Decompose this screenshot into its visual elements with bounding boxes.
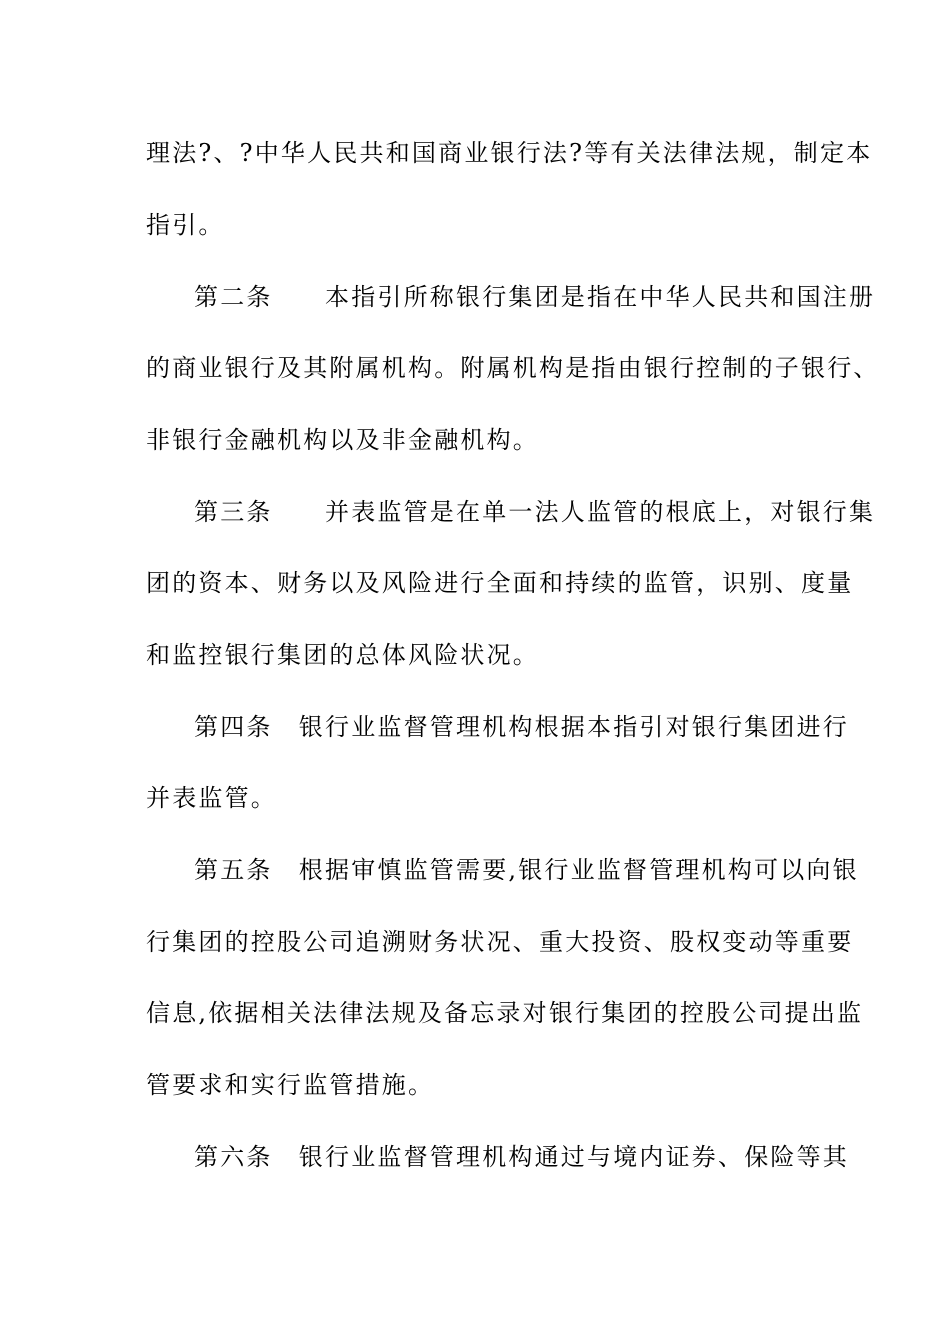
text-line: 理法?、?中华人民共和国商业银行法?等有关法律法规，制定本 [146, 139, 873, 167]
text-line: 指引。 [146, 211, 225, 239]
text-line: 管要求和实行监管措施。 [146, 1071, 435, 1099]
article-2-heading-line: 第二条 本指引所称银行集团是指在中华人民共和国注册 [194, 283, 876, 311]
text-line: 和监控银行集团的总体风险状况。 [146, 641, 539, 669]
text-line: 行集团的控股公司追溯财务状况、重大投资、股权变动等重要 [146, 928, 854, 956]
text-line: 并表监管。 [146, 784, 277, 812]
article-6-heading-line: 第六条 银行业监督管理机构通过与境内证券、保险等其 [194, 1143, 849, 1171]
text-line: 非银行金融机构以及非金融机构。 [146, 426, 539, 454]
article-4-heading-line: 第四条 银行业监督管理机构根据本指引对银行集团进行 [194, 713, 849, 741]
text-line: 的商业银行及其附属机构。附属机构是指由银行控制的子银行、 [146, 354, 880, 382]
text-line: 信息,依据相关法律法规及备忘录对银行集团的控股公司提出监 [146, 999, 864, 1027]
article-3-heading-line: 第三条 并表监管是在单一法人监管的根底上，对银行集 [194, 498, 876, 526]
text-line: 团的资本、财务以及风险进行全面和持续的监管，识别、度量 [146, 569, 854, 597]
article-5-heading-line: 第五条 根据审慎监管需要,银行业监督管理机构可以向银 [194, 856, 859, 884]
